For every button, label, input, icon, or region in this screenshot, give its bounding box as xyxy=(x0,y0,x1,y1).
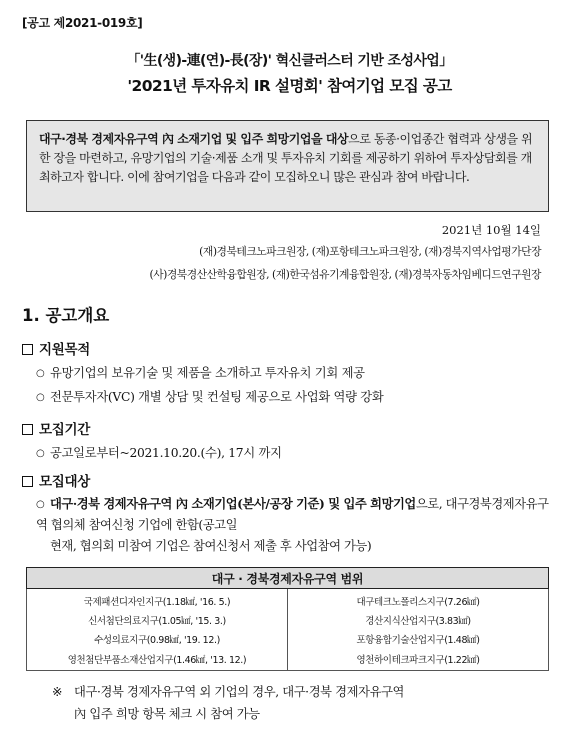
circle-bullet-icon: ○ xyxy=(36,499,45,510)
circle-bullet-icon: ○ xyxy=(36,368,45,379)
summary-box xyxy=(26,120,549,212)
table-row: 국제패션디자인지구(1.18㎢, '16. 5.) xyxy=(83,597,231,608)
title-project-name: 「'生(생)-連(연)-長(장)' 혁신클러스터 기반 조성사업」 xyxy=(126,53,453,69)
issuers-line-1: (재)경북테크노파크원장, (재)포항테크노파크원장, (재)경북지역사업평가단장 xyxy=(199,245,541,258)
table-row: 영천첨단부품소재산업지구(1.46㎢, '13. 12.) xyxy=(67,654,247,666)
recruit-period-heading: 모집기간 xyxy=(22,418,90,438)
reference-mark-icon: ※ xyxy=(52,685,62,699)
table-row: 경산지식산업지구(3.83㎢) xyxy=(365,616,471,628)
list-item: ○ 공고일로부터~2021.10.20.(수), 17시 까지 xyxy=(36,446,282,460)
recruit-target-text: ○ 대구·경북 경제자유구역 內 소재기업(본사/공장 기준) 및 입주 희망기업으로, 대구경북경제자유구역 협의체 참여신청 기업에 한함(공고일 현재, 협의회 미참여 기업은 참여신청서 제출 후 사업참여 가능) xyxy=(36,496,549,553)
zone-column-left xyxy=(27,589,288,671)
support-purpose-heading: 지원목적 xyxy=(22,338,90,358)
table-row: 포항융합기술산업지구(1.48㎢) xyxy=(356,635,480,647)
circle-bullet-icon: ○ xyxy=(36,392,45,403)
zone-table-header: 대구 · 경북경제자유구역 범위 xyxy=(27,568,549,589)
issue-date: 2021년 10월 14일 xyxy=(441,223,541,237)
list-item: ○ 전문투자자(VC) 개별 상담 및 컨설팅 제공으로 사업화 역량 강화 xyxy=(36,390,384,404)
table-row: 신서첨단의료지구(1.05㎢, '15. 3.) xyxy=(88,616,226,628)
summary-bold: 대구·경북 경제자유구역 內 소재기업 및 입주 희망기업을 대상 xyxy=(39,132,349,146)
circle-bullet-icon: ○ xyxy=(36,448,45,459)
square-bullet-icon xyxy=(22,476,33,487)
section-title: 1. 공고개요 xyxy=(22,306,110,325)
table-row: 수성의료지구(0.98㎢, '19. 12.) xyxy=(94,635,220,647)
list-item: ○ 유망기업의 보유기술 및 제품을 소개하고 투자유치 기회 제공 xyxy=(36,366,365,380)
notice-number: [공고 제2021-019호] xyxy=(22,16,143,30)
note: ※ 대구·경북 경제자유구역 외 기업의 경우, 대구·경북 경제자유구역 內 입주 희망 항목 체크 시 참여 가능 xyxy=(52,681,552,725)
economic-zone-table xyxy=(26,567,549,671)
table-row: 영천하이테크파크지구(1.22㎢) xyxy=(356,654,480,666)
square-bullet-icon xyxy=(22,344,33,355)
square-bullet-icon xyxy=(22,424,33,435)
table-row: 대구테크노폴리스지구(7.26㎢) xyxy=(356,597,480,608)
summary-text: 으로 동종·이업종간 협력과 상생을 위한 장을 마련하고, 유망기업의 기술·제품 소개 및 투자유치 기회를 제공하기 위하여 투자상담회를 개최하고자 합니다. 이에 참여기업을 다음과 같이 모집하오니 많은 관심과 참여 바랍니다. xyxy=(39,132,533,184)
title-notice-subject: '2021년 투자유치 IR 설명회' 참여기업 모집 공고 xyxy=(127,77,452,95)
zone-column-right xyxy=(288,589,549,671)
recruit-target-heading: 모집대상 xyxy=(22,470,90,490)
issuers-line-2: (사)경북경산산학융합원장, (재)한국섬유기계융합원장, (재)경북자동차임베디드연구원장 xyxy=(149,268,541,281)
